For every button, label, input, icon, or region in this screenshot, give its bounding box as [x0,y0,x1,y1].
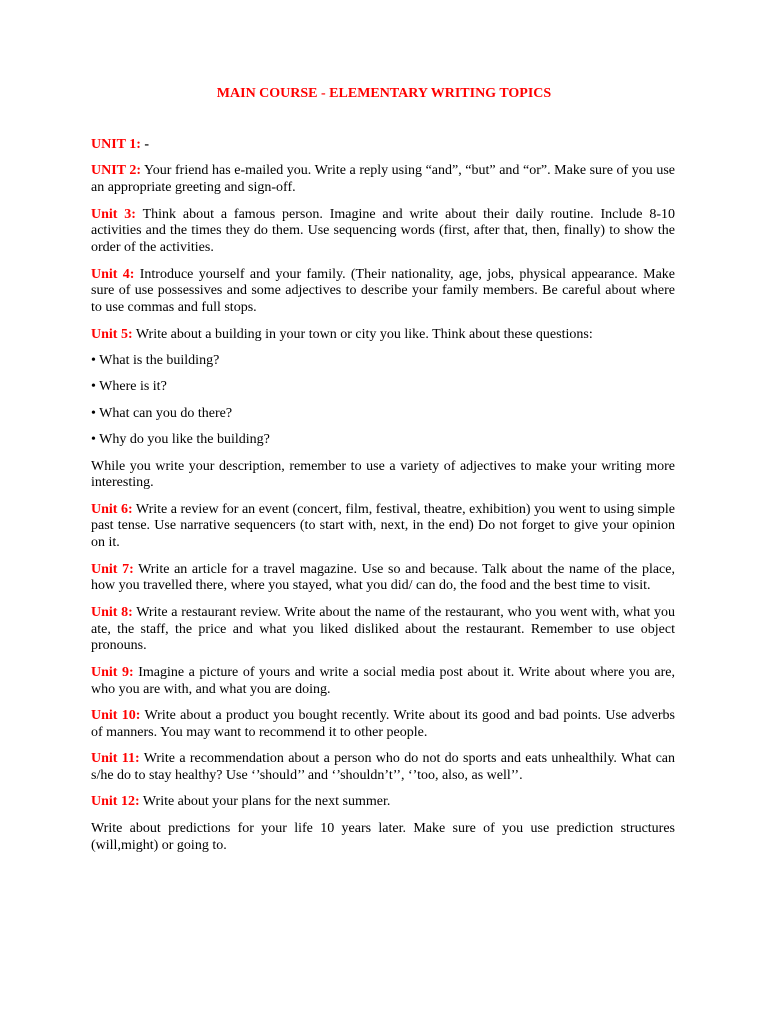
unit-4-paragraph [91,267,675,317]
bullet-item: • Why do you like the building? [91,432,270,448]
unit-12-label: Unit 12: [91,794,140,810]
unit-1-label: UNIT 1: [91,137,141,152]
unit-12-note: Write about predictions for your life 10 years later. Make sure of you use prediction structures (will,might) or going to. [91,820,675,853]
unit-11-label: Unit 11: [91,751,140,767]
unit-11-paragraph [91,751,675,785]
unit-10-label: Unit 10: [91,708,141,724]
unit-6-text: Write a review for an event (concert, film, festival, theatre, exhibition) you went to using simple past tense. Use narrative sequencers (to start with, next, in the end) Do not forget to give your opinion on it. [91,501,675,551]
unit-10-paragraph [91,708,675,742]
unit-6-label: Unit 6: [91,501,133,517]
unit-3-paragraph [91,207,675,257]
unit-12-text: Write about your plans for the next summer. [139,794,391,810]
unit-2-text: Your friend has e-mailed you. Write a reply using “and”, “but” and “or”. Make sure of you use an appropriate greeting and sign-off. [91,163,675,196]
unit-10-text: Write about a product you bought recently. Write about its good and bad points. Use adverbs of manners. You may want to recommend it to other people. [91,708,675,740]
unit-7-paragraph [91,562,675,596]
unit-4-label: Unit 4: [91,266,135,282]
unit-2-paragraph [91,163,675,197]
unit-1-text: - [144,137,150,152]
bullet-item: • Where is it? [91,379,167,395]
page-title: MAIN COURSE - ELEMENTARY WRITING TOPICS [216,86,552,101]
unit-8-label: Unit 8: [91,604,133,620]
unit-8-text: Write a restaurant review. Write about the name of the restaurant, who you went with, what you ate, the staff, the price and what you liked disliked about the restaurant. Remember to use object pronouns. [91,604,675,654]
unit-7-label: Unit 7: [91,561,134,577]
unit-9-text: Imagine a picture of yours and write a social media post about it. Write about where you are, who you are with, and what you are doing. [91,664,675,697]
unit-3-text: Think about a famous person. Imagine and write about their daily routine. Include 8-10 activities and the times they do them. Use sequencing words (first, after that, then, finally) to show the order of the activities. [91,206,675,256]
unit-5-paragraph [91,327,675,344]
unit-4-text: Introduce yourself and your family. (Their nationality, age, jobs, physical appearance. Make sure of use possessives and some adjectives to describe your family members. Be careful about where to use commas and full stops. [91,266,675,316]
unit-1-paragraph [91,137,675,154]
unit-5-label: Unit 5: [91,326,133,342]
bullet-item: • What is the building? [91,352,220,368]
unit-5-note: While you write your description, remember to use a variety of adjectives to make your writing more interesting. [91,458,675,491]
unit-2-label: UNIT 2: [91,163,141,179]
unit-8-paragraph [91,605,675,655]
unit-11-text: Write a recommendation about a person who do not do sports and eats unhealthily. What can s/he do to stay healthy? Use ‘’should’’ and ‘’shouldn’t’’, ‘’too, also, as well’’. [91,751,676,784]
unit-7-text: Write an article for a travel magazine. Use so and because. Talk about the name of the place, how you travelled there, where you stayed, what you did/ can do, the food and the best time to visit. [91,561,675,594]
unit-9-label: Unit 9: [91,664,134,680]
bullet-item: • What can you do there? [91,405,233,421]
unit-5-text: Write about a building in your town or city you like. Think about these questions: [132,326,593,342]
unit-9-paragraph [91,665,675,699]
unit-12-paragraph [91,794,675,811]
unit-3-label: Unit 3: [91,206,136,222]
unit-6-paragraph [91,502,675,552]
document-body [91,137,675,864]
